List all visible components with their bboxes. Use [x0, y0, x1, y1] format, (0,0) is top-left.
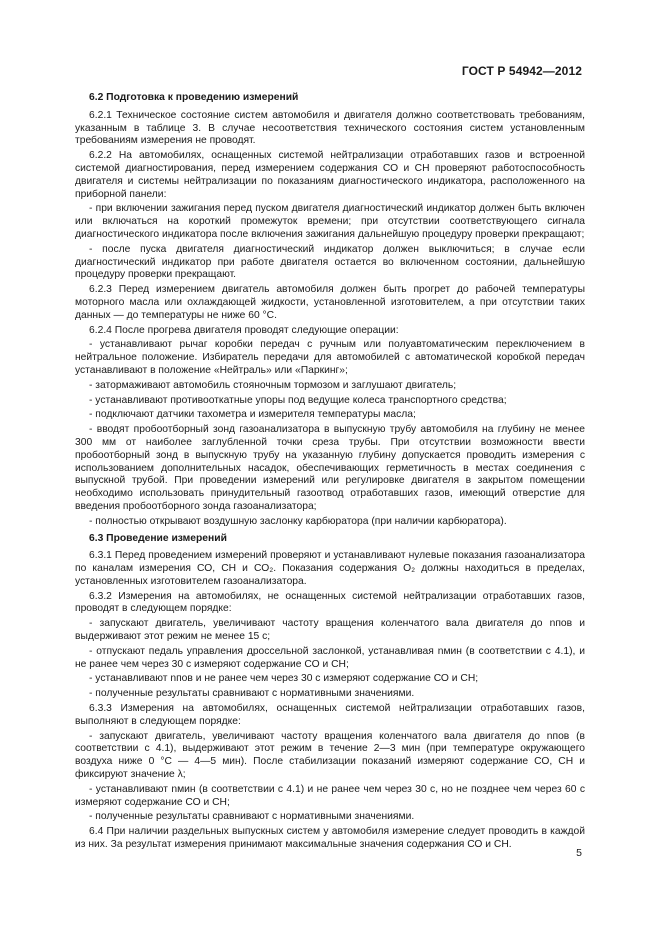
paragraph: 6.3.3 Измерения на автомобилях, оснащенных системой нейтрализации отработавших газов, выполняют в следующем порядке:: [75, 703, 585, 727]
list-item: - устанавливают nмин (в соответствии с 4.1) и не ранее чем через 30 с, но не позднее чем через 60 с измеряют содержание СО и СН;: [75, 783, 585, 808]
list-item: - отпускают педаль управления дроссельной заслонкой, устанавливая nмин (в соответствии с 4.1), и не ранее чем через 30 с измеряют содержание СО и СН;: [75, 645, 585, 670]
list-item: - при включении зажигания перед пуском двигателя диагностический индикатор должен быть включен или включаться на короткий промежуток времени; при отсутствии соответствующего сигнала диагностического индикатора после включения зажигания дальнейшую процедуру проверки прекращают;: [75, 203, 585, 240]
paragraph: 6.3.1 Перед проведением измерений проверяют и устанавливают нулевые показания газоанализатора по каналам измерения СО, СН и СО₂. Показания содержания О₂ должны находиться в пределах, установленных изготовителем газоанализатора.: [75, 550, 585, 587]
list-item: - устанавливают nпов и не ранее чем через 30 с измеряют содержание СО и СН;: [89, 673, 479, 685]
page-number: 5: [576, 847, 582, 859]
list-item: - затормаживают автомобиль стояночным тормозом и заглушают двигатель;: [89, 379, 457, 391]
paragraph: 6.2.4 После прогрева двигателя проводят следующие операции:: [89, 324, 399, 336]
document-body: [75, 92, 585, 854]
paragraph: 6.2.2 На автомобилях, оснащенных системой нейтрализации отработавших газов и встроенной системой диагностирования, перед измерением содержания СО и СН проверяют работоспособность двигателя и системы нейтрализации по показаниям диагностического индикатора, расположенного на приборной панели:: [75, 150, 585, 200]
list-item: - полученные результаты сравнивают с нормативными значениями.: [89, 811, 415, 823]
list-item: - полностью открывают воздушную заслонку карбюратора (при наличии карбюратора).: [89, 515, 507, 527]
list-item: - устанавливают противооткатные упоры под ведущие колеса транспортного средства;: [89, 394, 507, 406]
list-item: - подключают датчики тахометра и измерителя температуры масла;: [89, 409, 416, 421]
list-item: - после пуска двигателя диагностический индикатор должен выключиться; в случае если диагностический индикатор при работе двигателя остается во включенном состоянии, дальнейшую процедуру проверки прекращают.: [75, 243, 585, 281]
section-heading: 6.2 Подготовка к проведению измерений: [89, 92, 299, 103]
list-item: - полученные результаты сравнивают с нормативными значениями.: [89, 688, 415, 700]
section-heading: 6.3 Проведение измерений: [89, 532, 227, 544]
paragraph: 6.2.3 Перед измерением двигатель автомобиля должен быть прогрет до рабочей температуры моторного масла или охлаждающей жидкости, установленной изготовителем, а при отсутствии таких данных — до температуры не ниже 60 °С.: [75, 284, 585, 321]
document-id: ГОСТ Р 54942—2012: [461, 64, 582, 78]
list-item: - вводят пробоотборный зонд газоанализатора в выпускную трубу автомобиля на глубину не менее 300 мм от наиболее заглубленной точки среза трубы. При отсутствии возможности ввести пробоотборный зонд в выпускную трубу на указанную глубину допускается проводить измерения с использованием дополнительных насадок, обеспечивающих герметичность в местах соединения с выпускной трубой. При проведении измерений или регулировке двигателя в закрытом помещении необходимо использовать принудительный газоотвод отработавших газов, имеющий отверстие для введения пробоотборного зонда газоанализатора;: [75, 424, 585, 512]
paragraph: 6.3.2 Измерения на автомобилях, не оснащенных системой нейтрализации отработавших газов, проводят в следующем порядке:: [75, 590, 585, 615]
list-item: - запускают двигатель, увеличивают частоту вращения коленчатого вала двигателя до nпов (в соответствии с 4.1), выдерживают этот режим в течение 2—3 мин (при температуре окружающего воздуха ниже 0 °С — 4—5 мин). После стабилизации показаний измеряют содержание СО, СН и фиксируют значение λ;: [75, 730, 585, 781]
paragraph: 6.4 При наличии раздельных выпускных систем у автомобиля измерение следует проводить в каждой из них. За результат измерения принимают максимальные значения содержания СО и СН.: [75, 826, 585, 851]
list-item: - запускают двигатель, увеличивают частоту вращения коленчатого вала двигателя до nпов и выдерживают этот режим не менее 15 с;: [75, 618, 585, 643]
paragraph: 6.2.1 Техническое состояние систем автомобиля и двигателя должно соответствовать требованиям, указанным в таблице 3. В случае несоответствия технического состояния систем установленным требованиям измерения не проводят.: [75, 109, 585, 147]
list-item: - устанавливают рычаг коробки передач с ручным или полуавтоматическим переключением в нейтральное положение. Избиратель передачи для автомобилей с автоматической коробкой передач устанавливают в положение «Нейтраль» или «Паркинг»;: [75, 339, 585, 376]
